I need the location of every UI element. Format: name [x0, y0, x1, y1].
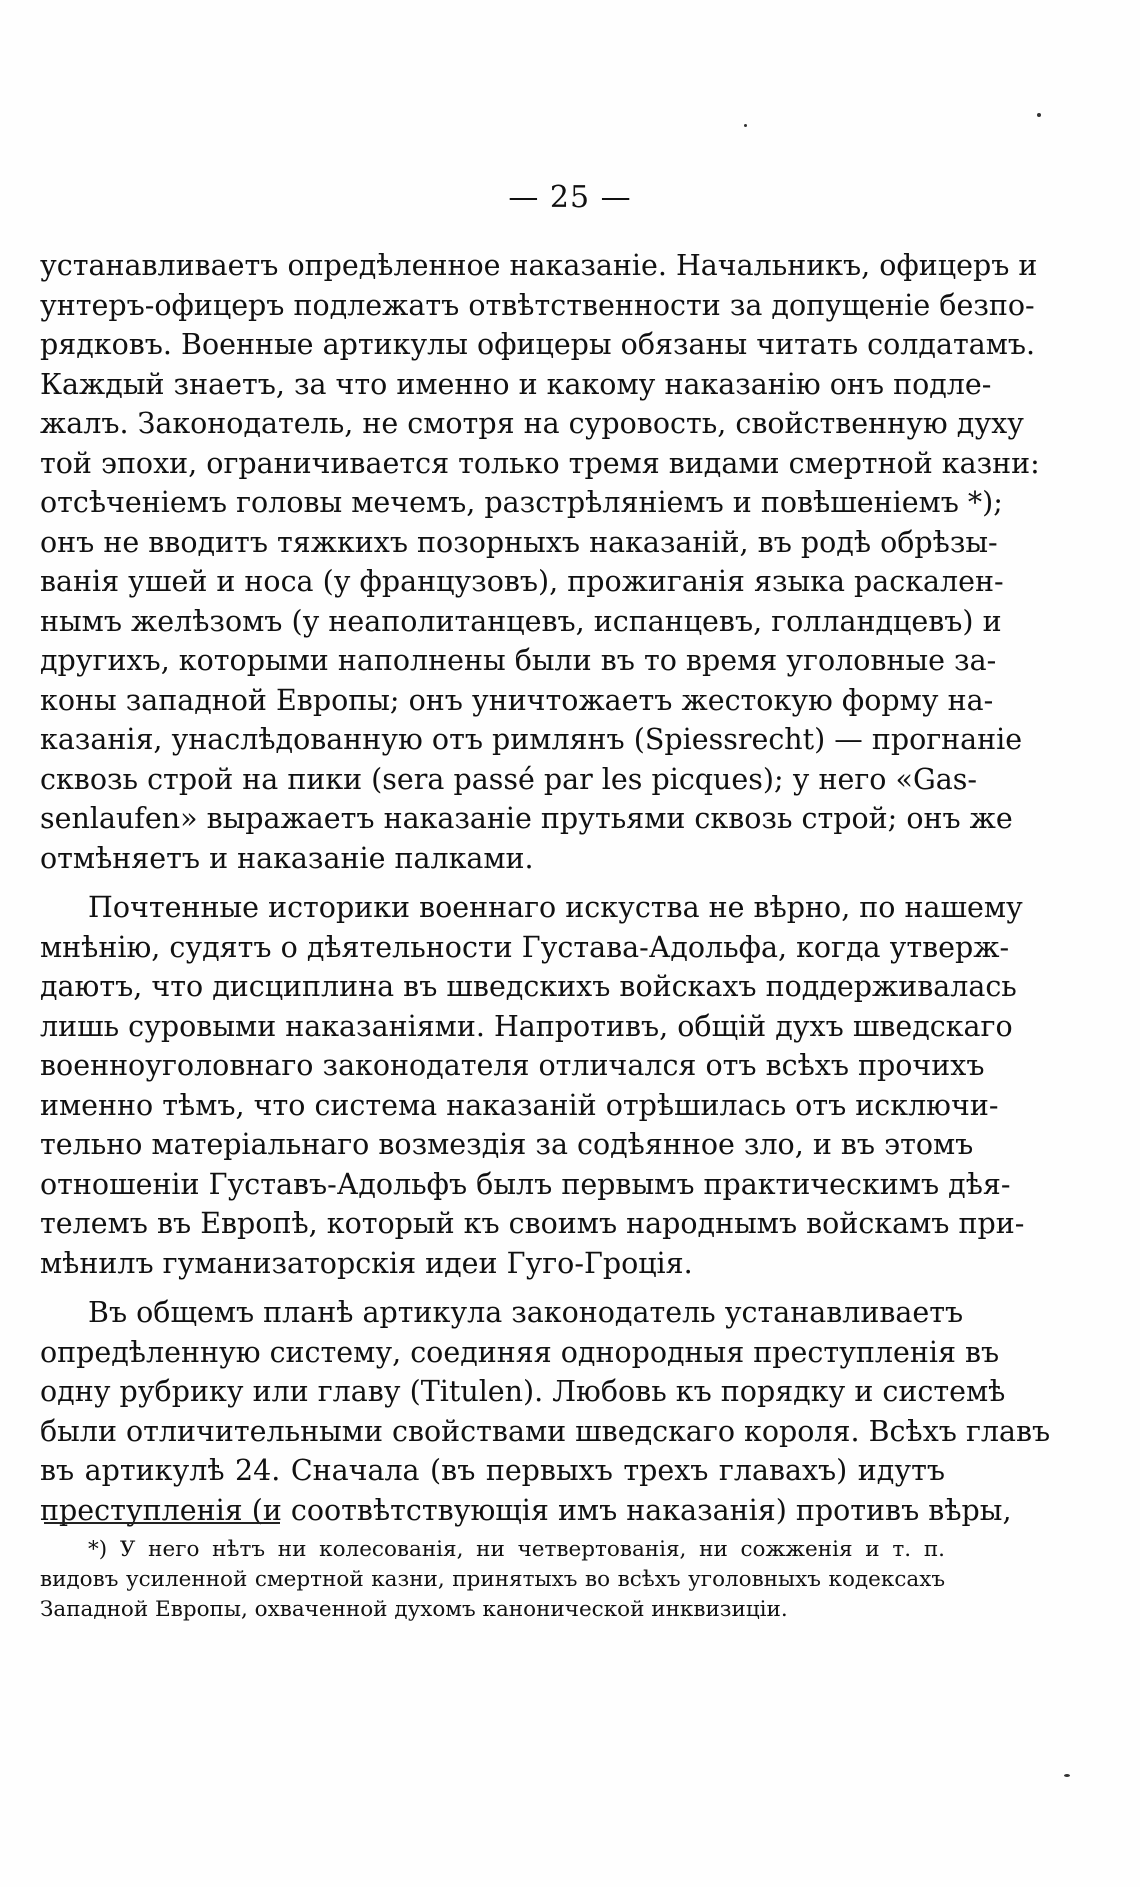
scan-speck [1037, 113, 1041, 117]
text-line: онъ не вводитъ тяжкихъ позорныхъ наказаній, въ родѣ обрѣзы- [40, 525, 998, 559]
footnote-divider [44, 1522, 280, 1524]
text-line: одну рубрику или главу (Titulen). Любовь къ порядку и системѣ [40, 1375, 1006, 1408]
text-line: коны западной Европы; онъ уничтожаетъ жестокую форму на- [40, 683, 994, 717]
text-line: военноуголовнаго законодателя отличался отъ всѣхъ прочихъ [40, 1049, 985, 1082]
paragraph-1 [40, 246, 1040, 878]
text-line: ванія ушей и носа (у французовъ), прожиганія языка раскален- [40, 565, 1004, 598]
text-line: мнѣнію, судятъ о дѣятельности Густава-Адольфа, когда утверж- [40, 930, 1010, 964]
text-line: жалъ. Законодатель, не смотря на суровость, свойственную духу [40, 407, 1024, 440]
text-line: нымъ желѣзомъ (у неаполитанцевъ, испанцевъ, голландцевъ) и [40, 604, 1002, 638]
text-line: преступленія (и соотвѣтствующія имъ наказанія) противъ вѣры, [40, 1493, 1012, 1527]
footnote [40, 1535, 945, 1625]
scan-speck [744, 124, 747, 127]
paragraph-3 [40, 1293, 1051, 1530]
text-line: Въ общемъ планѣ артикула законодатель устанавливаетъ [88, 1296, 964, 1329]
paragraph-gap [40, 1283, 945, 1293]
text-line: въ артикулѣ 24. Сначала (въ первыхъ трехъ главахъ) идутъ [40, 1454, 945, 1487]
text-line: были отличительными свойствами шведскаго короля. Всѣхъ главъ [40, 1414, 1051, 1448]
text-line: сквозь строй на пики (sera passé par les picques); у него «Gas- [40, 762, 977, 796]
text-line: другихъ, которыми наполнены были въ то время уголовные за- [40, 644, 997, 677]
text-line: тельно матеріальнаго возмездія за содѣянное зло, и въ этомъ [40, 1128, 974, 1161]
text-line: senlaufen» выражаетъ наказаніе прутьями сквозь строй; онъ же [40, 802, 1013, 835]
text-line: именно тѣмъ, что система наказаній отрѣшилась отъ исключи- [40, 1088, 999, 1122]
paragraph-gap [40, 878, 945, 888]
footnote-line: Западной Европы, охваченной духомъ канонической инквизиціи. [40, 1597, 788, 1622]
text-line: отмѣняетъ и наказаніе палками. [40, 841, 534, 875]
text-line: унтеръ-офицеръ подлежатъ отвѣтственности за допущеніе безпо- [40, 288, 1035, 322]
main-text [40, 246, 1051, 1530]
scan-speck [1064, 1774, 1070, 1777]
text-line: отсѣченіемъ головы мечемъ, разстрѣляніемъ и повѣшеніемъ *); [40, 486, 1003, 519]
text-line: мѣнилъ гуманизаторскія идеи Гуго-Гроція. [40, 1246, 693, 1280]
text-line: той эпохи, ограничивается только тремя видами смертной казни: [40, 446, 1040, 480]
footnote-line: видовъ усиленной смертной казни, принятыхъ во всѣхъ уголовныхъ кодексахъ [40, 1567, 945, 1592]
text-line: даютъ, что дисциплина въ шведскихъ войскахъ поддерживалась [40, 970, 1017, 1003]
text-line: устанавливаетъ опредѣленное наказаніе. Начальникъ, офицеръ и [40, 249, 1038, 282]
text-line: рядковъ. Военные артикулы офицеры обязаны читать солдатамъ. [40, 328, 1036, 361]
text-line: телемъ въ Европѣ, который къ своимъ народнымъ войскамъ при- [40, 1207, 1025, 1240]
paragraph-2 [40, 888, 1025, 1283]
page-number: — 25 — [508, 180, 632, 215]
text-line: отношеніи Густавъ-Адольфъ былъ первымъ практическимъ дѣя- [40, 1167, 1011, 1201]
text-line: казанія, унаслѣдованную отъ римлянъ (Spiessrecht) — прогнаніе [40, 723, 1023, 756]
text-line: Почтенные историки военнаго искуства не вѣрно, по нашему [88, 891, 1023, 924]
text-line: опредѣленную систему, соединяя однородныя преступленія въ [40, 1335, 1000, 1369]
text-line: Каждый знаетъ, за что именно и какому наказанію онъ подле- [40, 367, 992, 401]
text-line: лишь суровыми наказаніями. Напротивъ, общій духъ шведскаго [40, 1009, 1013, 1043]
footnote-line: *) У него нѣтъ ни колесованія, ни четвертованія, ни сожженія и т. п. [88, 1537, 945, 1562]
